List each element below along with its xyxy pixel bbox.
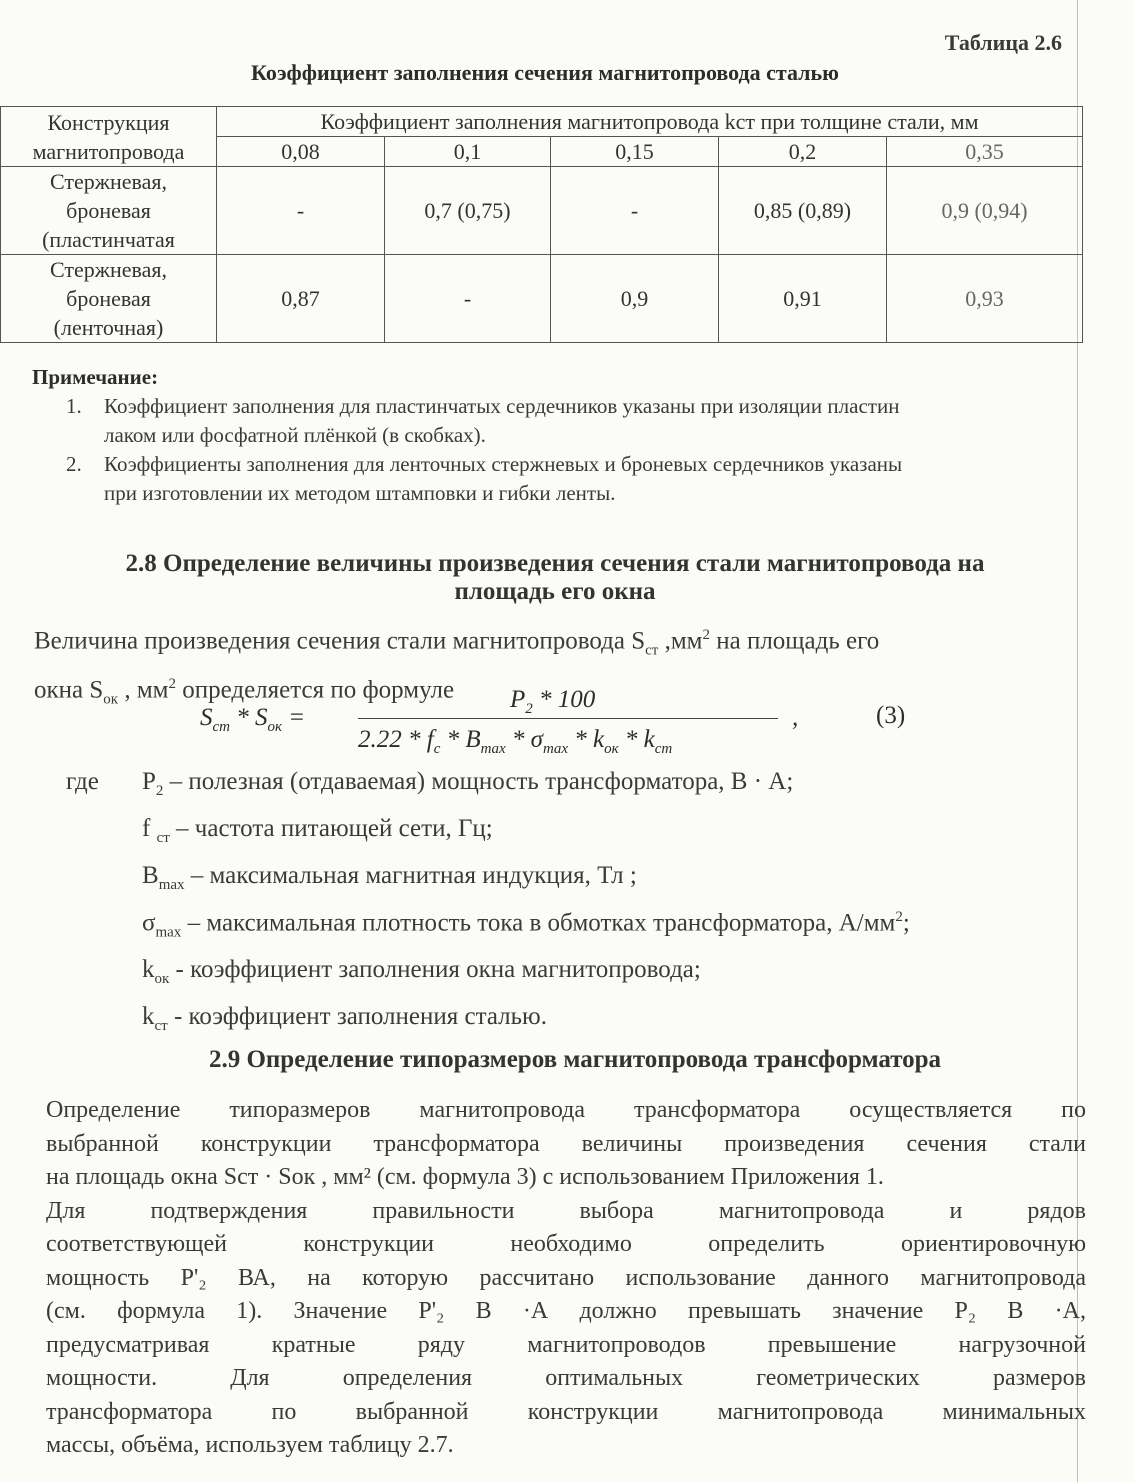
definition-p2: $P_2$ – полезная (отдаваемая) мощность трансформатора, В · А; [142,768,794,799]
value-cell: 0,9 (0,94) [887,167,1083,255]
definition-f: f $_{ст}$ – частота питающей сети, Гц; [142,815,493,846]
value-cell: 0,87 [217,255,385,343]
paragraph-line: трансформатора по выбранной конструкции магнитопровода минимальных [46,1398,1086,1425]
section-2-9-heading: 2.9 Определение типоразмеров магнитопровода трансформатора [208,1046,942,1073]
where-label: где [66,768,99,795]
paragraph-line: мощности. Для определения оптимальных геометрических размеров [46,1365,1086,1391]
formula-comma: , [792,704,799,731]
table-number-label: Таблица 2.6 [944,30,1062,55]
note-item: 2. Коэффициенты заполнения для ленточных стержневых и броневых сердечников указаны при изготовлении их методом штамповки и гибки ленты. [66,452,903,505]
note-title: Примечание: [32,365,159,389]
paragraph-line: соответствующей конструкции необходимо определить ориентировочную [46,1231,1086,1257]
header-fill-factor: Коэффициент заполнения магнитопровода kст при толщине стали, мм [217,107,1083,137]
header-thickness: 0,15 [551,137,719,167]
section-2-8-heading: 2.8 Определение величины произведения сечения стали магнитопровода на площадь его окна [125,550,985,605]
note-item: 1. Коэффициент заполнения для пластинчатых сердечников указаны при изоляции пластин лаком или фосфатной плёнкой (в скобках). [66,394,900,447]
header-thickness: 0,1 [385,137,551,167]
header-construction: Конструкция магнитопровода [1,107,217,167]
header-thickness: 0,2 [719,137,887,167]
section-2-8-intro: Величина произведения сечения стали магнитопровода $S_{ст}$ $,мм^2$ на площадь его окна $S_{ок}$ , $мм^2$ определяется по формуле [34,627,880,708]
fill-factor-table [0,106,1083,343]
row-construction-cell: Стержневая, броневая (пластинчатая [1,167,217,255]
header-thickness: 0,08 [217,137,385,167]
paragraph-line: предусматривая кратные ряду магнитопроводов превышение нагрузочной [46,1331,1086,1358]
formula-3 [200,684,920,764]
section-2-9-body [46,1094,1086,1463]
definition-sigma: $\sigma_{max}$ – максимальная плотность тока в обмотках трансформатора, $А/мм^2$; [142,909,910,941]
paragraph-line: на площадь окна Sст · Sок , мм² (см. формула 3) с использованием Приложения 1. [46,1164,884,1190]
value-cell: - [217,167,385,255]
definition-kst: $k_{ст}$ - коэффициент заполнения сталью. [142,1003,547,1034]
paragraph-line: мощность P'₂ ВА, на которую рассчитано использование данного магнитопровода [46,1264,1086,1291]
definition-bmax: $B_{max}$ – максимальная магнитная индукция, Тл ; [142,862,637,893]
table-row [1,167,1083,255]
value-cell: 0,91 [719,255,887,343]
value-cell: 0,7 (0,75) [385,167,551,255]
value-cell: 0,93 [887,255,1083,343]
paragraph-line: (см. формула 1). Значение P'₂ В ·А должно превышать значение P₂ В ·А, [46,1298,1086,1324]
paragraph-line: массы, объёма, используем таблицу 2.7. [46,1432,454,1458]
table-row [1,255,1083,343]
table-title: Коэффициент заполнения сечения магнитопровода сталью [251,60,839,85]
value-cell: - [385,255,551,343]
value-cell: 0,9 [551,255,719,343]
row-construction-cell: Стержневая, броневая (ленточная) [1,255,217,343]
value-cell: 0,85 (0,89) [719,167,887,255]
fraction-bar [358,718,778,719]
header-thickness: 0,35 [887,137,1083,167]
note-list [66,392,1076,508]
formula-lhs: $S_{cm} * S_{ок}$ = [200,704,306,735]
definition-kok: $k_{ок}$ - коэффициент заполнения окна магнитопровода; [142,956,701,987]
paragraph-line: Для подтверждения правильности выбора магнитопровода и рядов [46,1197,1086,1224]
value-cell: - [551,167,719,255]
paragraph-line: выбранной конструкции трансформатора величины произведения сечения стали [46,1130,1086,1157]
formula-number: (3) [876,702,906,729]
formula-numerator: $P_2 * 100$ [510,686,596,717]
formula-denominator: $2.22 * f_c * B_{max} * \sigma_{max} * k_{ок} * k_{cm}$ [358,726,673,757]
paragraph-line: Определение типоразмеров магнитопровода трансформатора осуществляется по [46,1097,1086,1123]
